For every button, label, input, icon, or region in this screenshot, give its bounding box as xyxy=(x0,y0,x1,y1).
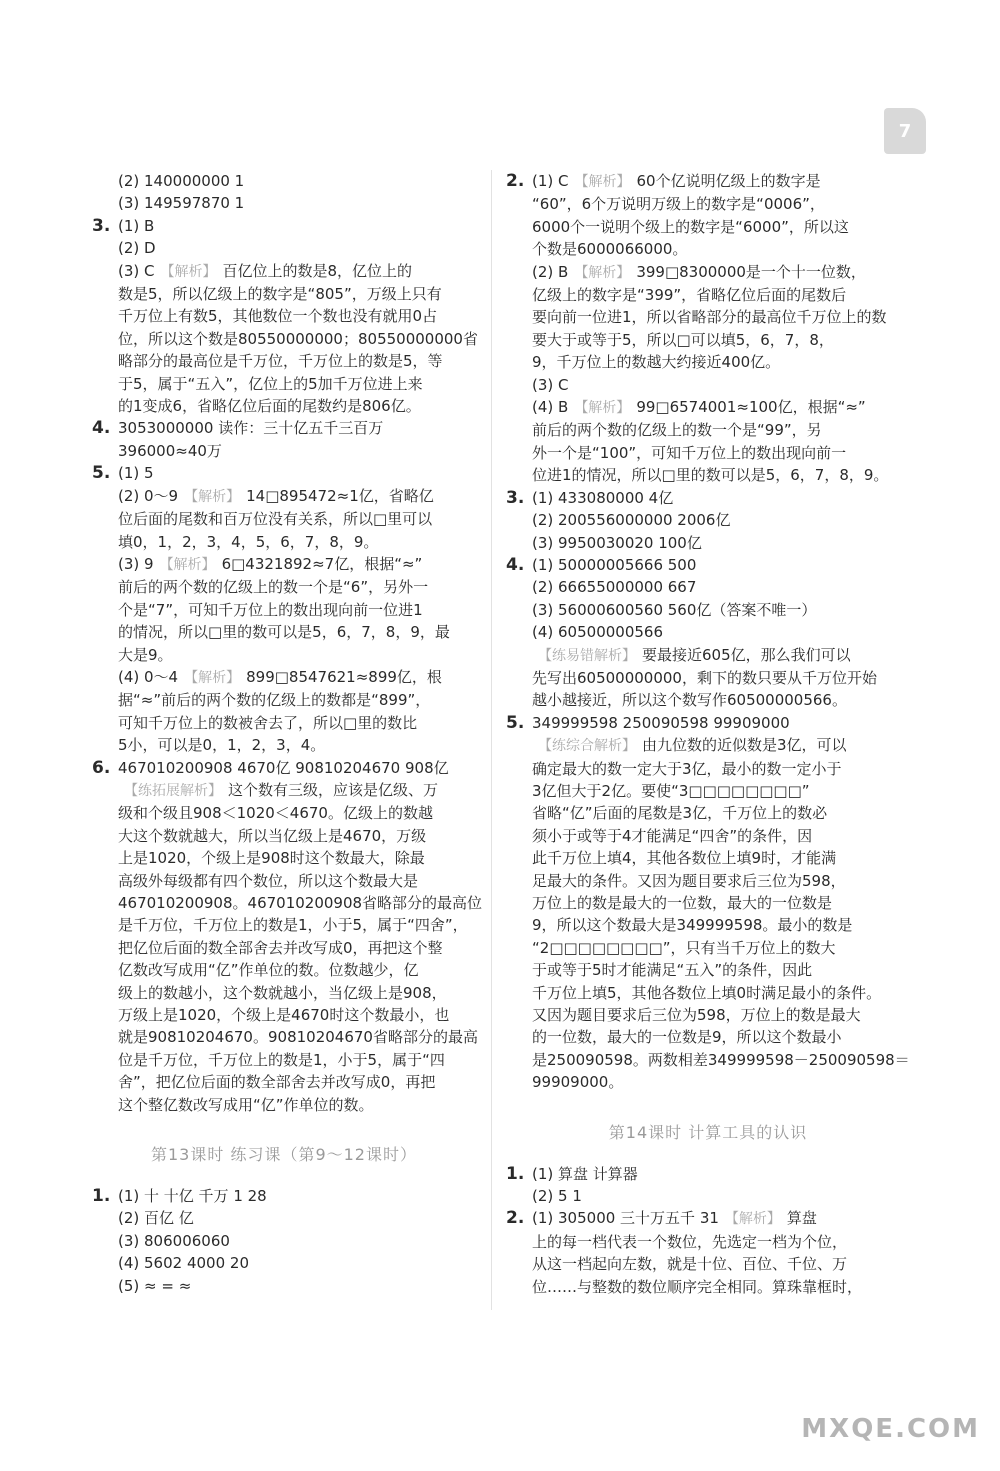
analysis-tag: 【解析】 xyxy=(574,174,631,190)
question-line xyxy=(92,1185,476,1207)
question-line xyxy=(506,170,910,193)
question-line xyxy=(506,554,910,576)
answer-line xyxy=(506,216,910,238)
answer-line xyxy=(92,1071,476,1093)
answer-text: (3) 9950030020 100亿 xyxy=(532,533,702,552)
answer-text: 足最大的条件。又因为题目要求后三位为598， xyxy=(532,871,846,890)
answer-text: 位进1的情况，所以□里的数可以是5，6，7，8，9。 xyxy=(532,466,889,485)
answer-line xyxy=(92,689,476,711)
answer-line xyxy=(92,237,476,259)
answer-line xyxy=(506,351,910,373)
answer-line xyxy=(92,621,476,643)
answer-line xyxy=(506,464,910,486)
answer-text: (3) C xyxy=(118,261,155,280)
answer-text: 9，所以这个数最大是349999598。最小的数是 xyxy=(532,916,853,935)
answer-text: 9，千万位上的数越大约接近400亿。 xyxy=(532,353,781,372)
answer-text: (2) 百亿 亿 xyxy=(118,1209,194,1228)
left-column xyxy=(92,170,483,1297)
answer-line xyxy=(92,847,476,869)
answer-line xyxy=(92,395,476,417)
answer-text: 的情况，所以□里的数可以是5，6，7，8，9，最 xyxy=(118,623,450,642)
answer-text: (2) 140000000 1 xyxy=(118,172,245,190)
answer-line xyxy=(92,350,476,372)
question-line xyxy=(92,757,476,779)
answer-line xyxy=(506,847,910,869)
answer-line xyxy=(506,284,910,306)
answer-line xyxy=(92,260,476,283)
answer-line xyxy=(506,396,910,419)
answer-line xyxy=(92,1252,476,1274)
answer-line xyxy=(92,599,476,621)
answer-text: 数是5，所以亿级上的数字是“805”，万级上只有 xyxy=(118,285,442,304)
analysis-text: 399□8300000是一个十一位数， xyxy=(636,262,866,281)
answer-text: 的一位数，最大的一位数是9，所以这个数最小 xyxy=(532,1028,842,1047)
answer-line xyxy=(506,621,910,643)
question-number: 2. xyxy=(506,1208,525,1229)
answer-line xyxy=(92,666,476,689)
answer-text: “60”，6个万说明万级上的数字是“0006”， xyxy=(532,195,825,214)
analysis-tag: 【练易错解析】 xyxy=(538,647,636,664)
answer-line xyxy=(506,667,910,689)
analysis-tag: 【解析】 xyxy=(724,1211,781,1228)
answer-text: 须小于或等于4才能满足“四舍”的条件，因 xyxy=(532,826,813,845)
analysis-text: 由九位数的近似数是3亿，可以 xyxy=(642,736,847,755)
answer-text: (2) 0～9 xyxy=(118,486,179,505)
answer-text: (3) 806006060 xyxy=(118,1231,230,1250)
answer-line xyxy=(92,1049,476,1071)
answer-text: 个是“7”，可知千万位上的数出现向前一位进1 xyxy=(118,600,423,619)
answer-text: 省略“亿”后面的尾数是3亿，千万位上的数必 xyxy=(532,804,828,823)
answer-line xyxy=(506,758,910,780)
answer-text: 于或等于5时才能满足“五入”的条件，因此 xyxy=(532,961,813,980)
answer-text: (1) 433080000 4亿 xyxy=(532,488,674,507)
answer-line xyxy=(506,576,910,598)
answer-text: 从这一档起向左数，就是十位、百位、千位、万 xyxy=(532,1255,848,1274)
answer-text: (2) 66655000000 667 xyxy=(532,578,697,597)
answer-text: 前后的两个数的亿级上的数一个是“6”，另外一 xyxy=(118,578,429,597)
answer-text: 位是千万位，千万位上的数是1，小于5，属于“四 xyxy=(118,1050,445,1069)
answer-text: 万级上是1020，个级上是4670时这个数最小，也 xyxy=(118,1006,450,1025)
answer-text: 6000个一说明个级上的数字是“6000”，所以这 xyxy=(532,217,849,236)
answer-text: 大是9。 xyxy=(118,645,173,664)
answer-line xyxy=(92,1004,476,1026)
analysis-tag: 【解析】 xyxy=(184,488,241,505)
answer-line xyxy=(92,734,476,756)
answer-text: 个数是6000066000。 xyxy=(532,240,688,259)
analysis-text: 算盘 xyxy=(786,1209,817,1228)
answer-text: 99909000。 xyxy=(532,1073,624,1092)
site-watermark: MXQE.COM xyxy=(801,1414,980,1444)
analysis-text: 要最接近605亿，那么我们可以 xyxy=(642,645,851,664)
question-line xyxy=(506,1163,910,1185)
answer-line xyxy=(92,192,476,214)
answer-text: 可知千万位上的数被舍去了，所以□里的数比 xyxy=(118,713,418,732)
answer-line xyxy=(506,937,910,959)
analysis-text: 60个亿说明亿级上的数字是 xyxy=(636,172,821,190)
answer-text: (3) 9 xyxy=(118,554,154,573)
answer-text: (2) 5 1 xyxy=(532,1187,582,1206)
answer-text: 大这个数就越大，所以当亿级上是4670，万级 xyxy=(118,826,427,845)
answer-text: 级和个级且908＜1020＜4670。亿级上的数越 xyxy=(118,804,433,823)
answer-line xyxy=(92,982,476,1004)
answer-line xyxy=(92,485,476,508)
answer-text: 上是1020，个级上是908时这个数最大，除最 xyxy=(118,849,425,868)
answer-line xyxy=(506,825,910,847)
analysis-text: 6□4321892≈7亿，根据“≈” xyxy=(221,554,423,573)
answer-line xyxy=(506,509,910,531)
answer-line xyxy=(92,328,476,350)
answer-line xyxy=(92,170,476,192)
answer-line xyxy=(506,306,910,328)
answer-text: 467010200908 4670亿 90810204670 908亿 xyxy=(118,758,449,777)
question-line xyxy=(506,712,910,734)
analysis-text: 14□895472≈1亿，省略亿 xyxy=(246,486,434,505)
answer-text: (2) D xyxy=(118,239,156,258)
answer-line xyxy=(506,261,910,284)
analysis-tag: 【练拓展解析】 xyxy=(124,782,222,799)
answer-text: (4) 5602 4000 20 xyxy=(118,1254,249,1273)
question-number: 1. xyxy=(92,1186,111,1207)
answer-line xyxy=(506,442,910,464)
answer-line xyxy=(92,373,476,395)
question-number: 5. xyxy=(506,712,525,733)
question-number: 1. xyxy=(506,1163,525,1184)
answer-line xyxy=(92,1230,476,1252)
answer-line xyxy=(92,576,476,598)
answer-line xyxy=(92,937,476,959)
answer-line xyxy=(506,870,910,892)
analysis-tag: 【解析】 xyxy=(574,264,631,281)
answer-line xyxy=(92,305,476,327)
answer-text: 这个整亿数改写成用“亿”作单位的数。 xyxy=(118,1095,374,1114)
analysis-tag: 【练综合解析】 xyxy=(538,738,636,755)
answer-line xyxy=(92,825,476,847)
question-line xyxy=(92,462,476,484)
answer-line xyxy=(506,1276,910,1298)
column-divider xyxy=(491,170,492,1310)
answer-line xyxy=(506,1231,910,1253)
analysis-text: 百亿位上的数是8，亿位上的 xyxy=(222,261,413,280)
answer-line xyxy=(92,1026,476,1048)
answer-line xyxy=(506,532,910,554)
answer-text: 填0，1，2，3，4，5，6，7，8，9。 xyxy=(118,532,379,551)
question-line xyxy=(506,1207,910,1230)
answer-line xyxy=(92,553,476,576)
page-number-badge: 7 xyxy=(884,108,926,154)
answer-text: 把亿位后面的数全部舍去并改写成0，再把这个整 xyxy=(118,938,443,957)
answer-text: 略部分的最高位是千万位，千万位上的数是5，等 xyxy=(118,352,443,371)
analysis-text: 这个数有三级，应该是亿级、万 xyxy=(228,780,439,799)
answer-text: 上的每一档代表一个数位，先选定一档为个位， xyxy=(532,1232,848,1251)
answer-text: (4) 60500000566 xyxy=(532,623,663,642)
answer-text: 是千万位，千万位上的数是1，小于5，属于“四舍”， xyxy=(118,916,468,935)
answer-text: 467010200908。467010200908省略部分的最高位 xyxy=(118,894,483,912)
right-column xyxy=(506,170,910,1298)
analysis-tag: 【解析】 xyxy=(160,263,217,280)
answer-text: (1) B xyxy=(118,216,155,235)
answer-line xyxy=(92,283,476,305)
question-number: 4. xyxy=(506,554,525,575)
answer-line xyxy=(506,734,910,757)
answer-line xyxy=(92,959,476,981)
answer-line xyxy=(506,599,910,621)
answer-line xyxy=(506,1071,910,1093)
answer-line xyxy=(506,1004,910,1026)
answer-line xyxy=(92,779,476,802)
question-number: 5. xyxy=(92,463,111,484)
answer-text: 据“≈”前后的两个数的亿级上的数都是“899”， xyxy=(118,691,431,710)
answer-text: 高级外每级都有四个数位，所以这个数最大是 xyxy=(118,871,419,890)
answer-text: 就是90810204670。90810204670省略部分的最高 xyxy=(118,1028,478,1047)
answer-line xyxy=(506,780,910,802)
answer-text: 级上的数越小，这个数就越小，当亿级上是908， xyxy=(118,983,447,1002)
question-line xyxy=(92,215,476,237)
answer-line xyxy=(506,802,910,824)
answer-text: 千万位上有数5，其他数位一个数也没有就用0占 xyxy=(118,307,438,326)
answer-text: 于5，属于“五入”，亿位上的5加千万位进上来 xyxy=(118,374,423,393)
answer-line xyxy=(506,193,910,215)
answer-line xyxy=(92,1275,476,1297)
answer-line xyxy=(92,644,476,666)
answer-line xyxy=(92,440,476,462)
answer-line xyxy=(506,1026,910,1048)
analysis-tag: 【解析】 xyxy=(159,556,216,573)
answer-line xyxy=(506,419,910,441)
answer-text: 位后面的尾数和百万位没有关系，所以□里可以 xyxy=(118,510,433,529)
answer-text: 越小越接近，所以这个数写作60500000566。 xyxy=(532,691,847,710)
question-line xyxy=(92,417,476,439)
question-number: 2. xyxy=(506,171,525,191)
answer-line xyxy=(506,892,910,914)
answer-line xyxy=(506,374,910,396)
answer-text: (4) B xyxy=(532,398,569,417)
answer-line xyxy=(506,329,910,351)
answer-line xyxy=(506,959,910,981)
analysis-text: 899□8547621≈899亿，根 xyxy=(246,667,442,686)
analysis-tag: 【解析】 xyxy=(184,669,241,686)
analysis-text: 99□6574001≈100亿，根据“≈” xyxy=(636,398,866,417)
question-number: 3. xyxy=(92,215,111,236)
answer-text: (1) 算盘 计算器 xyxy=(532,1164,638,1183)
answer-text: (4) 0～4 xyxy=(118,667,179,686)
answer-line xyxy=(506,689,910,711)
answer-line xyxy=(506,914,910,936)
answer-text: (1) 50000005666 500 xyxy=(532,555,697,574)
answer-text: 是250090598。两数相差349999598－250090598＝ xyxy=(532,1050,910,1069)
answer-text: 位，所以这个数是80550000000；80550000000省 xyxy=(118,329,478,348)
answer-line xyxy=(92,870,476,892)
answer-line xyxy=(506,982,910,1004)
section-title: 第13课时 练习课（第9～12课时） xyxy=(151,1145,417,1165)
question-number: 6. xyxy=(92,757,111,778)
answer-text: 亿数改写成用“亿”作单位的数。位数越少，亿 xyxy=(118,961,419,980)
answer-text: 要大于或等于5，所以□可以填5，6，7，8， xyxy=(532,330,834,349)
answer-line xyxy=(506,1049,910,1071)
answer-line xyxy=(506,1253,910,1275)
answer-text: 千万位上填5，其他各数位上填0时满足最小的条件。 xyxy=(532,983,882,1002)
answer-text: 亿级上的数字是“399”，省略亿位后面的尾数后 xyxy=(532,286,847,305)
answer-line xyxy=(92,914,476,936)
answer-text: 要向前一位进1，所以省略部分的最高位千万位上的数 xyxy=(532,308,887,327)
question-line xyxy=(506,487,910,509)
answer-text: 位……与整数的数位顺序完全相同。算珠靠框时， xyxy=(532,1277,863,1296)
answer-text: (2) 200556000000 2006亿 xyxy=(532,511,731,530)
answer-text: 确定最大的数一定大于3亿，最小的数一定小于 xyxy=(532,759,842,778)
answer-line xyxy=(506,1185,910,1207)
answer-text: 396000≈40万 xyxy=(118,441,222,460)
answer-text: (1) 305000 三十万五千 31 xyxy=(532,1209,719,1228)
analysis-tag: 【解析】 xyxy=(574,400,631,417)
answer-line xyxy=(92,1207,476,1229)
answer-text: (2) B xyxy=(532,262,569,281)
answer-text: 的1变成6，省略亿位后面的尾数约是806亿。 xyxy=(118,397,421,416)
answer-text: (1) 十 十亿 千万 1 28 xyxy=(118,1187,267,1206)
answer-text: (1) 5 xyxy=(118,464,154,483)
answer-text: 3亿但大于2亿。要使“3□□□□□□□□” xyxy=(532,781,810,800)
section-title: 第14课时 计算工具的认识 xyxy=(608,1122,808,1142)
question-number: 4. xyxy=(92,418,111,439)
answer-text: 349999598 250090598 99909000 xyxy=(532,713,790,732)
question-number: 3. xyxy=(506,487,525,508)
answer-text: 先写出60500000000，剩下的数只要从千万位开始 xyxy=(532,668,877,687)
answer-line xyxy=(92,712,476,734)
answer-text: 舍”，把亿位后面的数全部舍去并改写成0，再把 xyxy=(118,1073,436,1092)
answer-line xyxy=(92,802,476,824)
answer-line xyxy=(506,238,910,260)
answer-text: 此千万位上填4，其他各数位上填9时，才能满 xyxy=(532,849,837,868)
answer-text: (1) C xyxy=(532,172,569,190)
answer-text: (5) ≈ = ≈ xyxy=(118,1276,192,1295)
answer-line xyxy=(92,531,476,553)
answer-text: 5小，可以是0，1，2，3，4。 xyxy=(118,736,326,755)
answer-text: 外一个是“100”，可知千万位上的数出现向前一 xyxy=(532,443,847,462)
answer-text: 前后的两个数的亿级上的数一个是“99”，另 xyxy=(532,421,822,440)
answer-line xyxy=(92,508,476,530)
answer-text: 又因为题目要求后三位为598，万位上的数是最大 xyxy=(532,1006,861,1025)
answer-text: 万位上的数是最大的一位数，最大的一位数是 xyxy=(532,894,833,912)
answer-line xyxy=(92,1094,476,1116)
answer-text: (3) C xyxy=(532,375,569,394)
answer-line xyxy=(506,644,910,667)
answer-text: (3) 149597870 1 xyxy=(118,194,245,213)
answer-text: “2□□□□□□□□”，只有当千万位上的数大 xyxy=(532,938,836,957)
answer-text: (3) 56000600560 560亿（答案不唯一） xyxy=(532,600,817,619)
answer-line xyxy=(92,892,483,914)
answer-text: 3053000000 读作：三十亿五千三百万 xyxy=(118,419,384,438)
